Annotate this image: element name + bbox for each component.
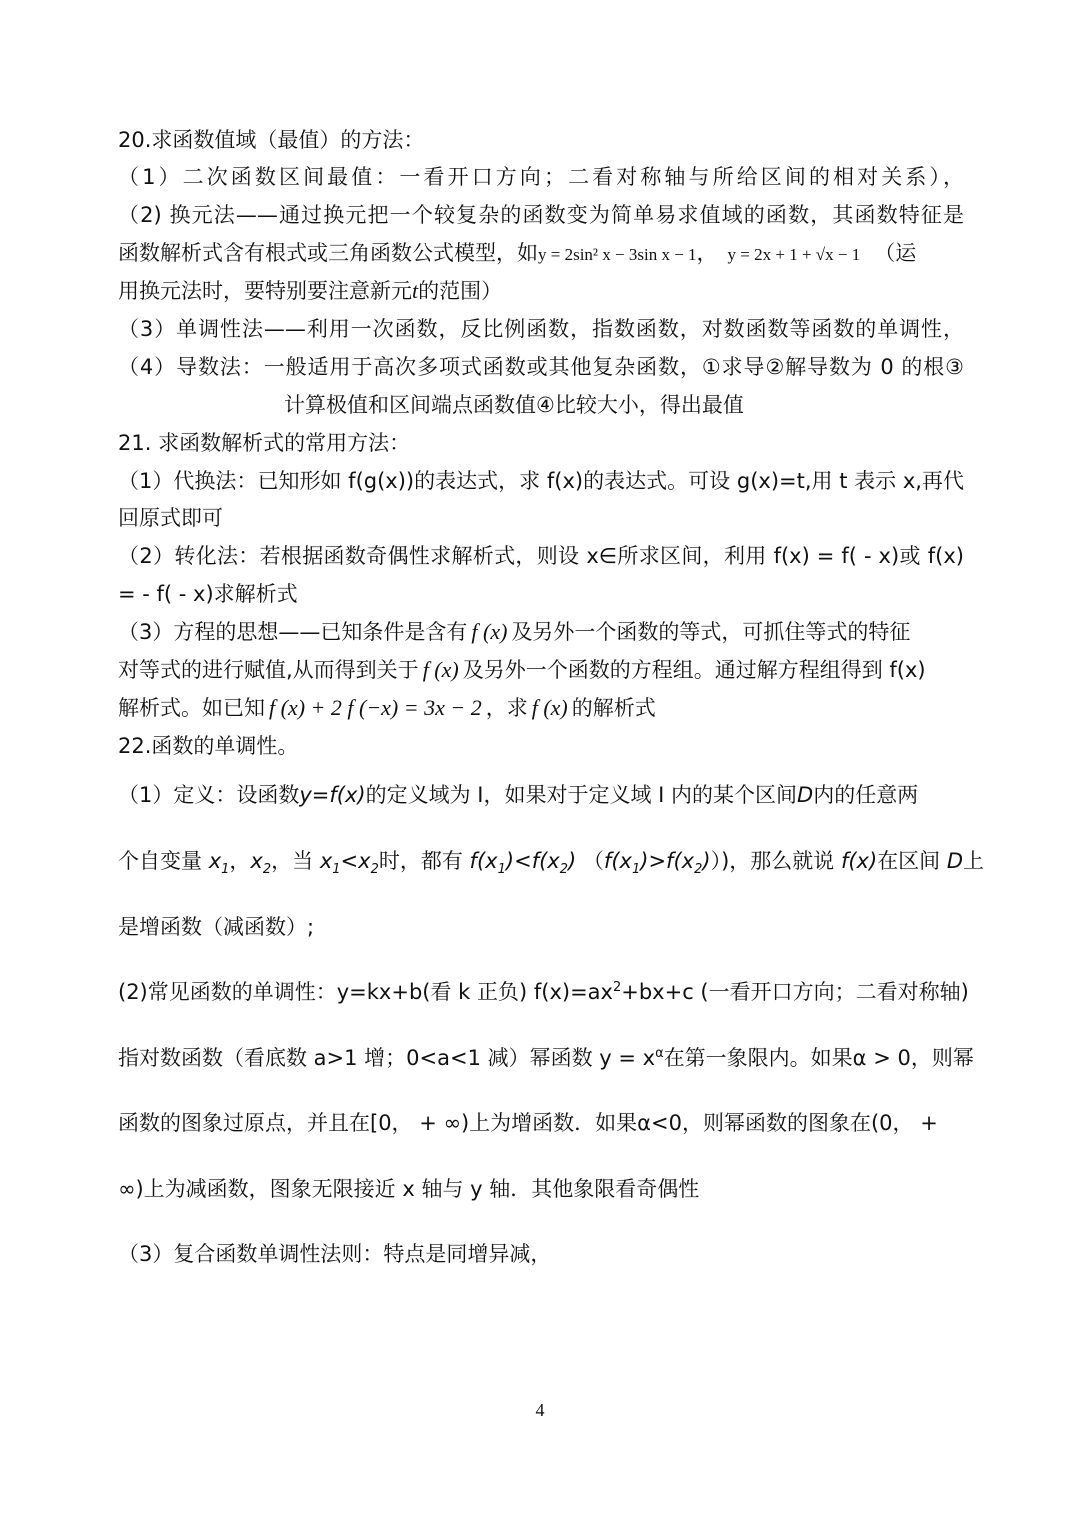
formula-fx-italic: f(x): [840, 849, 878, 873]
s20-item2-text: 函数解析式含有根式或三角函数公式模型，如: [118, 241, 538, 265]
f-x2: $f(x_2)$: [531, 849, 577, 878]
s22-def-line3: 是增函数（减函数）;: [118, 915, 315, 939]
s22-def-text-a: （1）定义：设函数: [118, 783, 300, 807]
f-x1: $f(x_1)$: [469, 849, 515, 878]
s22-def-text-e: ，当: [271, 849, 314, 873]
s22-def-line2: [118, 846, 985, 878]
formula-sqrt: y = 2x + 1 + √x − 1: [727, 245, 861, 264]
s22-def-text-h: 在区间: [877, 849, 941, 873]
section-21-title: 21. 求函数解析式的常用方法：: [118, 431, 411, 455]
s21-item3-text-e: 解析式。如已知: [118, 696, 265, 720]
page-number: 4: [535, 1400, 545, 1420]
s22-def-text-f: 时，都有: [378, 849, 463, 873]
s20-item2-text-b: 的范围）: [418, 279, 503, 303]
var-D: D: [797, 783, 814, 807]
s21-item3-line2: [118, 655, 964, 685]
gt-sign: >: [648, 849, 667, 873]
s21-item3-line3: [118, 693, 964, 723]
var-D: D: [946, 849, 964, 873]
s22-composite-rule: （3）复合函数单调性法则：特点是同增异减，: [118, 1242, 552, 1266]
formula-fx: f (x): [422, 657, 459, 682]
var-t: t: [412, 278, 419, 303]
s22-common-line4: ∞)上为减函数，图象无限接近 x 轴与 y 轴．其他象限看奇偶性: [118, 1177, 700, 1201]
s21-item3-text-d: 及另外一个函数的方程组。通过解方程组得到 f(x): [462, 658, 926, 682]
lt-sign: <: [340, 849, 359, 873]
formula-y-fx: y=f(x): [299, 783, 366, 807]
s21-item3-text-a: （3）方程的思想——已知条件是含有: [118, 620, 468, 644]
s22-def-text-c: 内的任意两: [813, 783, 919, 807]
paren-open: （: [582, 849, 604, 873]
s21-item3-line1: [118, 617, 964, 647]
s22-common-line2: [118, 1043, 974, 1073]
lt-sign: <: [514, 849, 532, 873]
section-20-title: 20.求函数值域（最值）的方法：: [118, 128, 425, 152]
s20-item3: （3）单调性法——利用一次函数，反比例函数，指数函数，对数函数等函数的单调性，: [118, 317, 964, 341]
section-22-title: 22.函数的单调性。: [118, 734, 299, 758]
formula-sin: y = 2sin² x − 3sin x − 1: [538, 245, 697, 264]
var-x1: $x_1$: [319, 849, 341, 878]
s22-common-text-b: +bx+c (一看开口方向；二看对称轴): [621, 980, 969, 1004]
var-x2: $x_2$: [250, 849, 272, 878]
formula-fx: f (x): [531, 695, 568, 720]
f-x1: $f(x_1)$: [603, 849, 649, 878]
s21-item3-text-g: 的解析式: [571, 696, 656, 720]
s21-item3-text-c: 对等式的进行赋值,从而得到关于: [118, 658, 419, 682]
s20-item1: （1）二次函数区间最值：一看开口方向；二看对称轴与所给区间的相对关系），: [118, 165, 964, 189]
s22-def-text-b: 的定义域为 I，如果对于定义域 I 内的某个区间: [365, 783, 798, 807]
s22-common-line3: 函数的图象过原点，并且在[0， + ∞)上为增函数．如果α<0，则幂函数的图象在(0， +: [118, 1111, 938, 1135]
s20-item2-line1: （2) 换元法——通过换元把一个较复杂的函数变为简单易求值域的函数，其函数特征是: [118, 203, 964, 227]
s21-item1-line2: 回原式即可: [118, 506, 223, 530]
superscript-alpha: α: [655, 1046, 664, 1061]
formula-equation: f (x) + 2 f (−x) = 3x − 2: [269, 695, 482, 720]
s21-item1-line1: （1）代换法：已知形如 f(g(x))的表达式，求 f(x)的表达式。可设 g(x)=t,用 t 表示 x,再代: [118, 469, 964, 493]
s20-item4-line2: 计算极值和区间端点函数值④比较大小，得出最值: [284, 393, 744, 417]
s22-def-text-g: ，那么就说: [729, 849, 835, 873]
var-x2: $x_2$: [358, 849, 379, 878]
comma: ，: [229, 849, 251, 873]
s20-item2-line3: [118, 276, 964, 306]
s21-item3-text-b: 及另外一个函数的等式，可抓住等式的特征: [511, 620, 911, 644]
var-x1: $x_1$: [208, 849, 230, 878]
s20-item2-line2: [118, 238, 964, 270]
s21-item2-line1: （2）转化法：若根据函数奇偶性求解析式，则设 x∈所求区间，利用 f(x) = f( - x)或 f(x): [118, 544, 964, 568]
s22-def-line1: [118, 780, 964, 810]
formula-fx: f (x): [471, 619, 508, 644]
s22-common-text-a: (2)常见函数的单调性：y=kx+b(看 k 正负) f(x)=ax: [118, 980, 613, 1004]
s22-common-text-c: 指对数函数（看底数 a>1 增；0<a<1 减）幂函数 y = x: [118, 1046, 656, 1070]
separator: ，: [696, 241, 718, 265]
f-x2: $f(x_2)$: [666, 849, 711, 878]
s20-item2-tail: （运: [874, 241, 917, 265]
s20-item2-text-a: 用换元法时，要特别要注意新元: [118, 279, 412, 303]
s22-common-text-d: 在第一象限内。如果α > 0，则幂: [663, 1046, 974, 1070]
s20-item4-line1: （4）导数法：一般适用于高次多项式函数或其他复杂函数，①求导②解导数为 0 的根③: [118, 355, 964, 379]
s22-def-text-i: 上: [963, 849, 985, 873]
s21-item3-text-f: ，求: [485, 696, 528, 720]
s21-item2-line2: = - f( - x)求解析式: [118, 582, 298, 606]
paren-close: ）): [710, 849, 730, 873]
s22-def-text-d: 个自变量: [118, 849, 202, 873]
superscript-2: 2: [612, 980, 622, 995]
s22-common-line1: [118, 977, 969, 1007]
